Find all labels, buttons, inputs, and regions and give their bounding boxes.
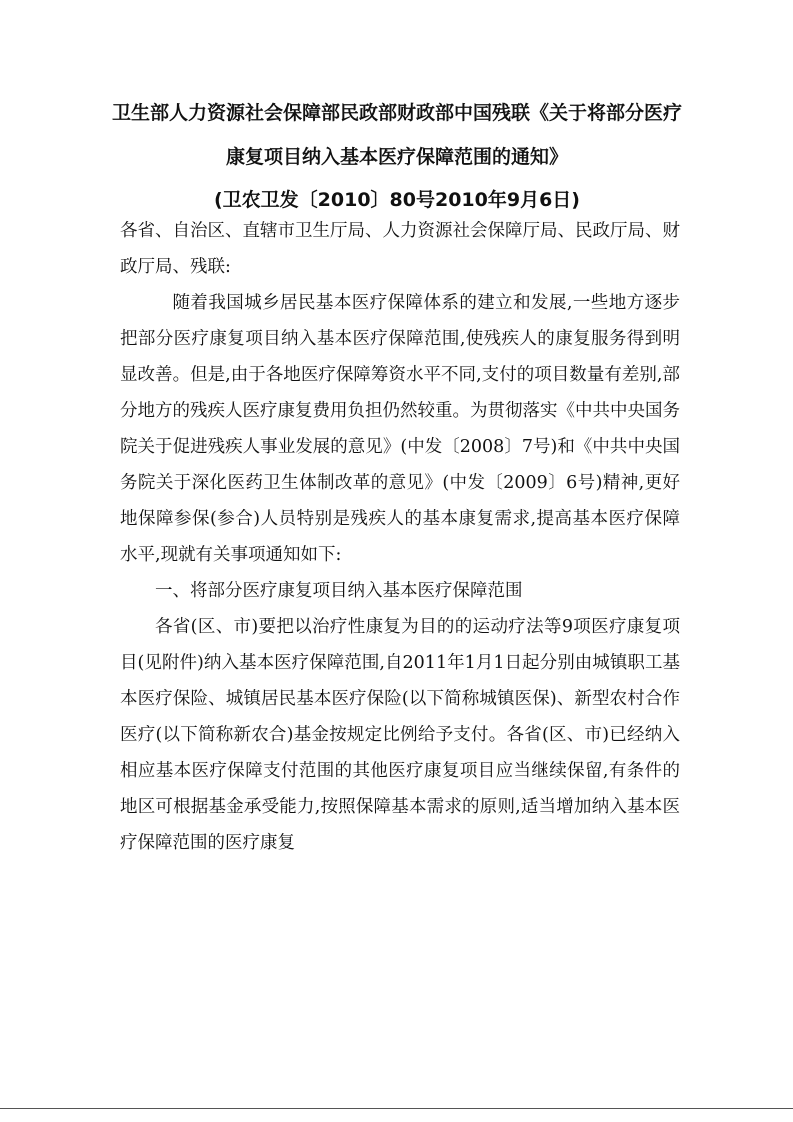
paragraph-intro: 随着我国城乡居民基本医疗保障体系的建立和发展,一些地方逐步把部分医疗康复项目纳入基本医疗保障范围,使残疾人的康复服务得到明显改善。但是,由于各地医疗保障筹资水平不同,支付的项目数量有差别,部分地方的残疾人医疗康复费用负担仍然较重。为贯彻落实《中共中央国务院关于促进残疾人事业发展的意见》(中发〔2008〕7号)和《中共中央国务院关于深化医药卫生体制改革的意见》(中发〔2009〕6号)精神,更好地保障参保(参合)人员特别是残疾人的基本康复需求,提高基本医疗保障水平,现就有关事项通知如下:	[120, 293, 680, 565]
page-bottom-divider	[0, 1108, 793, 1109]
document-title-line-2: 康复项目纳入基本医疗保障范围的通知》	[225, 146, 568, 168]
document-title-line-1: 卫生部人力资源社会保障部民政部财政部中国残联《关于将部分医疗	[111, 102, 682, 124]
section-1-heading: 一、将部分医疗康复项目纳入基本医疗保障范围	[155, 581, 523, 601]
document-body	[120, 213, 680, 861]
paragraph-section-1: 各省(区、市)要把以治疗性康复为目的的运动疗法等9项医疗康复项目(见附件)纳入基本医疗保障范围,自2011年1月1日起分别由城镇职工基本医疗保险、城镇居民基本医疗保险(以下简称城镇医保)、新型农村合作医疗(以下简称新农合)基金按规定比例给予支付。各省(区、市)已经纳入相应基本医疗保障支付范围的其他医疗康复项目应当继续保留,有条件的地区可根据基金承受能力,按照保障基本需求的原则,适当增加纳入基本医疗保障范围的医疗康复	[120, 617, 680, 853]
addressee: 各省、自治区、直辖市卫生厅局、人力资源社会保障厅局、民政厅局、财政厅局、残联:	[120, 221, 680, 277]
document-number-date: (卫农卫发〔2010〕80号2010年9月6日)	[213, 189, 580, 211]
